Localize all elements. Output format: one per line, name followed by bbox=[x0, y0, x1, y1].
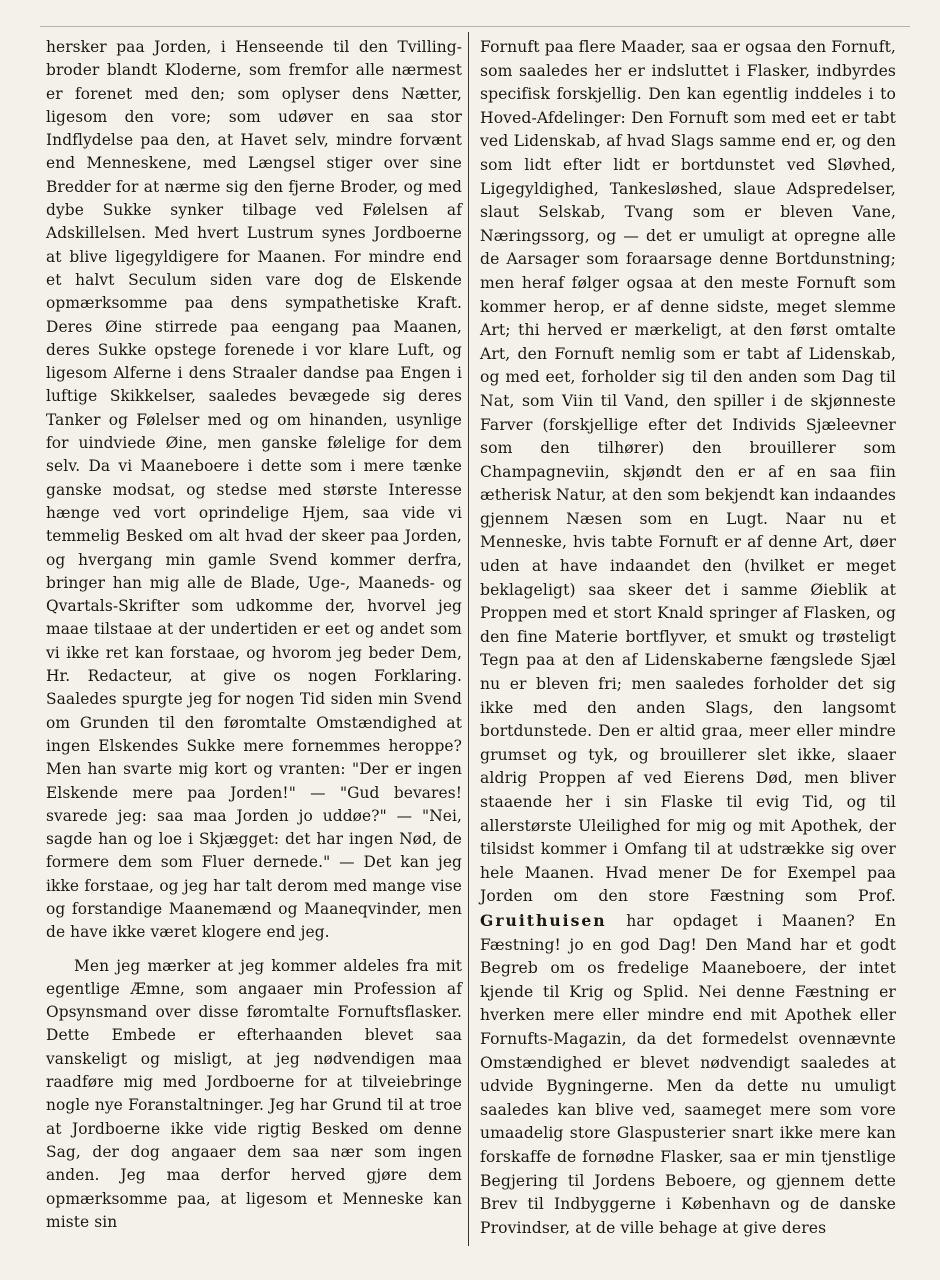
right-paragraph bbox=[480, 36, 896, 1240]
column-divider bbox=[468, 32, 469, 1246]
top-rule bbox=[40, 26, 910, 27]
left-paragraph-2: Men jeg mærker at jeg kommer aldeles fra mit egentlige Æmne, som angaaer min Profession af Opsynsmand over disse føromtalte Fornuftsflasker. Dette Embede er efterhaanden blevet saa vanskeligt og misligt, at jeg nødvendigen maa raadføre mig med Jordboerne for at tilveiebringe nogle nye Foranstaltninger. Jeg har Grund til at troe at Jordboerne ikke vide rigtig Besked om denne Sag, der dog angaaer dem saa nær som ingen anden. Jeg maa derfor herved gjøre dem opmærksomme paa, at ligesom et Menneske kan miste sin bbox=[46, 956, 462, 1231]
left-paragraph-1: hersker paa Jorden, i Henseende til den Tvilling-broder blandt Kloderne, som fremfor alle nærmest er forenet med den; som oplyser dens Nætter, ligesom den vore; som udøver en saa stor Indflydelse paa den, at Havet selv, mindre forvænt end Menneskene, med Længsel stiger over sine Bredder for at nærme sig den fjerne Broder, og med dybe Sukke synker tilbage ved Følelsen af Adskillelsen. Med hvert Lustrum synes Jordboerne at blive ligegyldigere for Maanen. For mindre end et halvt Seculum siden vare dog de Elskende opmærksomme paa dens sympathetiske Kraft. Deres Øine stirrede paa eengang paa Maanen, deres Sukke opstege forenede i vor klare Luft, og ligesom Alferne i dens Straaler dandse paa Engen i luftige Skikkelser, saaledes bevægede sig deres Tanker og Følelser med og om hinanden, usynlige for uindviede Øine, men ganske følelige for dem selv. Da vi Maaneboere i dette som i mere tænke ganske modsat, og stedse med største Interesse hænge ved vort oprindelige Hjem, saa vide vi temmelig Besked om alt hvad der skeer paa Jorden, og hvergang min gamle Svend kommer derfra, bringer han mig alle de Blade, Uge-, Maaneds- og Qvartals-Skrifter som udkomme der, hvorvel jeg maae tilstaae at der undertiden er eet og andet som vi ikke ret kan forstaae, og hvorom jeg beder Dem, Hr. Redacteur, at give os nogen Forklaring. Saaledes spurgte jeg for nogen Tid siden min Svend om Grunden til den føromtalte Omstændighed at ingen Elskendes Sukke mere fornemmes heroppe? Men han svarte mig kort og vranten: "Der er ingen Elskende mere paa Jorden!" — "Gud bevares! svarede jeg: saa maa Jorden jo uddøe?" — "Nei, sagde han og loe i Skjægget: det har ingen Nød, de formere dem som Fluer dernede." — Det kan jeg ikke forstaae, og jeg har talt derom med mange vise og forstandige Maanemænd og Maaneqvinder, men de have ikke været klogere end jeg. bbox=[46, 38, 462, 942]
right-column bbox=[480, 36, 896, 1240]
right-text-part-2: har opdaget i Maanen? En Fæstning! jo en god Dag! Den Mand har et godt Begreb om os fredelige Maaneboere, der intet kjende til Krig og Splid. Nei denne Fæstning er hverken mere eller mindre end mit Apothek eller Fornufts-Magazin, da det formedelst ovennævnte Omstændighed er blevet nødvendigt saaledes at udvide Bygningerne. Men da dette nu umuligt saaledes kan blive ved, saameget mere som vore umaadelig store Glaspusterier snart ikke mere kan forskaffe de fornødne Flasker, saa er min tjenstlige Begjering til Jordens Beboere, og gjennem dette Brev til Indbyggerne i København og de danske Provindser, at de ville behage at give deres bbox=[480, 911, 896, 1237]
left-column bbox=[46, 36, 462, 1234]
emphasized-name: Gruithuisen bbox=[480, 910, 607, 930]
right-text-part-1: Fornuft paa flere Maader, saa er ogsaa den Fornuft, som saaledes her er indsluttet i Flasker, indbyrdes specifisk forskjellig. Den kan egentlig inddeles i to Hoved-Afdelinger: Den Fornuft som med eet er tabt ved Lidenskab, af hvad Slags samme end er, og den som lidt efter lidt er bortdunstet ved Sløvhed, Ligegyldighed, Tankesløshed, slaue Adspredelser, slaut Selskab, Tvang som er bleven Vane, Næringssorg, og — det er umuligt at opregne alle de Aarsager som foraarsage denne Bortdunstning; men heraf følger ogsaa at den meste Fornuft som kommer herop, er af denne sidste, meget slemme Art; thi herved er mærkeligt, at den først omtalte Art, den Fornuft nemlig som er tabt af Lidenskab, og med eet, forholder sig til den anden som Dag til Nat, som Viin til Vand, den spiller i de skjønneste Farver (forskjellige efter det Individs Sjæleevner som den tilhører) den brouillerer som Champagneviin, skjøndt den er af en saa fiin ætherisk Natur, at den som bekjendt kan indaandes gjennem Næsen som en Lugt. Naar nu et Menneske, hvis tabte Fornuft er af denne Art, døer uden at have indaandet den (hvilket er meget beklageligt) saa skeer det i samme Øieblik at Proppen med et stort Knald springer af Flasken, og den fine Materie bortflyver, et smukt og trøsteligt Tegn paa at den af Lidenskaberne fængslede Sjæl nu er bleven fri; men saaledes forholder det sig ikke med den anden Slags, den langsomt bortdunstede. Den er altid graa, meer eller mindre grumset og tyk, og brouillerer slet ikke, slaaer aldrig Proppen af ved Eierens Død, men bliver staaende her i sin Flaske til evig Tid, og til allerstørste Uleilighed for mig og mit Apothek, der tilsidst kommer i Omfang til at udstrække sig over hele Maanen. Hvad mener De for Exempel paa Jorden om den store Fæstning som Prof. bbox=[480, 38, 896, 906]
